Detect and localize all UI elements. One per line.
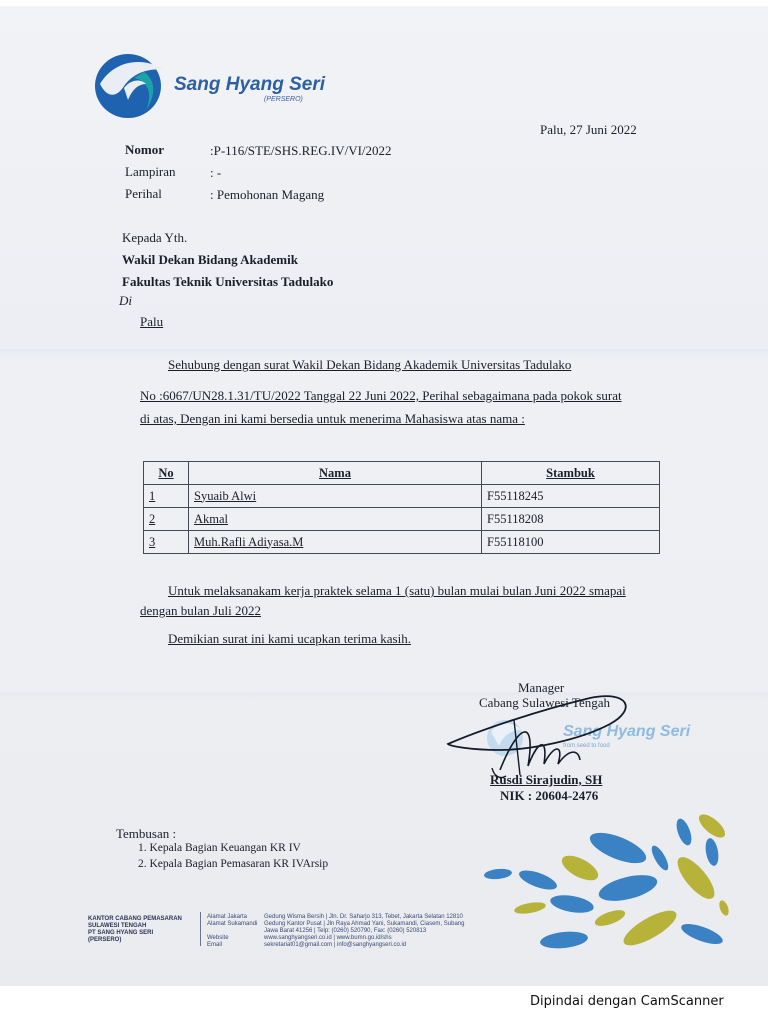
signature-title: Manager [518, 680, 565, 695]
cell-stambuk: F55118100 [482, 531, 660, 554]
footer-col3-line2: Gedung Kantor Pusat | Jln Raya Ahmad Yani, Sukamandi, Ciasem, Subang [264, 921, 465, 927]
recipient-line2: Fakultas Teknik Universitas Tadulako [122, 274, 334, 289]
place-date: Palu, 27 Juni 2022 [540, 122, 637, 137]
recipient-line3: Di [119, 293, 132, 308]
cell-no: 3 [144, 531, 189, 554]
footer-office-line2: SULAWESI TENGAH [88, 923, 147, 929]
footer-office-line3: PT SANG HYANG SERI [88, 930, 154, 936]
company-suffix: (PERSERO) [264, 96, 303, 103]
footer-col3-line5: sekretariat01@gmail.com | info@sanghyangseri.co.id [264, 942, 407, 948]
tembusan-title: Tembusan : [116, 826, 177, 841]
scanner-caption: Dipindai dengan CamScanner [530, 994, 724, 1009]
stamp-text: Sang Hyang Seri [563, 723, 691, 740]
cell-stambuk: F55118208 [482, 508, 660, 531]
body-p1-line3: di atas, Dengan ini kami bersedia untuk menerima Mahasiswa atas nama : [140, 411, 525, 426]
table-row [144, 508, 660, 531]
tembusan-item-1: 1. Kepala Bagian Keuangan KR IV [138, 842, 301, 854]
recipient-line4: Palu [140, 314, 164, 329]
footer-office-line1: KANTOR CABANG PEMASARAN [88, 916, 182, 922]
cell-stambuk: F55118245 [482, 485, 660, 508]
footer-col3-line1: Gedung Wisma Bersih | Jln. Dr. Saharjo 313, Tebet, Jakarta Selatan 12810 [264, 914, 463, 920]
body-p1-line2: No :6067/UN28.1.31/TU/2022 Tanggal 22 Juni 2022, Perihal sebagaimana pada pokok surat [140, 388, 622, 403]
footer-col2-line2: Alamat Sukamandi [207, 921, 258, 927]
footer-col3-line4: www.sanghyangseri.co.id | www.bumn.go.id/shs [264, 935, 392, 941]
recipient-line1: Wakil Dekan Bidang Akademik [122, 252, 298, 267]
meta-value-lampiran: : - [210, 165, 222, 180]
signatory-name: Rusdi Sirajudin, SH [490, 772, 603, 787]
signature-branch: Cabang Sulawesi Tengah [479, 695, 610, 710]
meta-label-lampiran: Lampiran [125, 164, 176, 179]
body-p1-line1: Sehubung dengan surat Wakil Dekan Bidang Akademik Universitas Tadulako [168, 357, 572, 372]
cell-nama: Akmal [189, 508, 482, 531]
footer-office [88, 916, 182, 944]
header-no: No [144, 462, 189, 485]
body-p3: Demikian surat ini kami ucapkan terima kasih. [168, 631, 411, 646]
header-stambuk: Stambuk [482, 462, 660, 485]
meta-value-nomor: :P-116/STE/SHS.REG.IV/VI/2022 [210, 143, 392, 158]
cell-no: 2 [144, 508, 189, 531]
footer-col2-line4: Email [207, 942, 223, 948]
footer-office-line4: (PERSERO) [88, 937, 122, 943]
table-row [144, 531, 660, 554]
meta-label-nomor: Nomor [125, 142, 164, 157]
company-logo-icon [94, 50, 170, 120]
students-table [143, 461, 660, 554]
cell-nama: Muh.Rafli Adiyasa.M [189, 531, 482, 554]
footer-col3-line3: Jawa Barat 41256 | Telp: (0260) 520790, Fax: (0260) 520813 [264, 928, 427, 934]
company-name: Sang Hyang Seri [174, 74, 325, 95]
signatory-nik: NIK : 20604-2476 [500, 788, 599, 803]
body-p2-line1: Untuk melaksanakam kerja praktek selama 1 (satu) bulan mulai bulan Juni 2022 smapai [168, 583, 626, 598]
footer-col2-line1: Alamat Jakarta [207, 914, 248, 920]
cell-nama: Syuaib Alwi [189, 485, 482, 508]
table-header-row [144, 462, 660, 485]
header-nama: Nama [189, 462, 482, 485]
cell-no: 1 [144, 485, 189, 508]
footer-divider [200, 912, 201, 946]
footer-labels [207, 914, 257, 949]
body-p2-line2: dengan bulan Juli 2022 [140, 603, 261, 618]
stamp-tagline: from seed to food [563, 743, 610, 749]
table-row [144, 485, 660, 508]
meta-label-perihal: Perihal [125, 186, 162, 201]
tembusan-item-2: 2. Kepala Bagian Pemasaran KR IVArsip [138, 858, 329, 870]
footer-col2-line3: Website [207, 935, 229, 941]
footer-addresses [264, 914, 464, 949]
decorative-leaves-icon [480, 808, 740, 958]
meta-value-perihal: : Pemohonan Magang [210, 187, 325, 202]
recipient-greeting: Kepada Yth. [122, 230, 188, 245]
